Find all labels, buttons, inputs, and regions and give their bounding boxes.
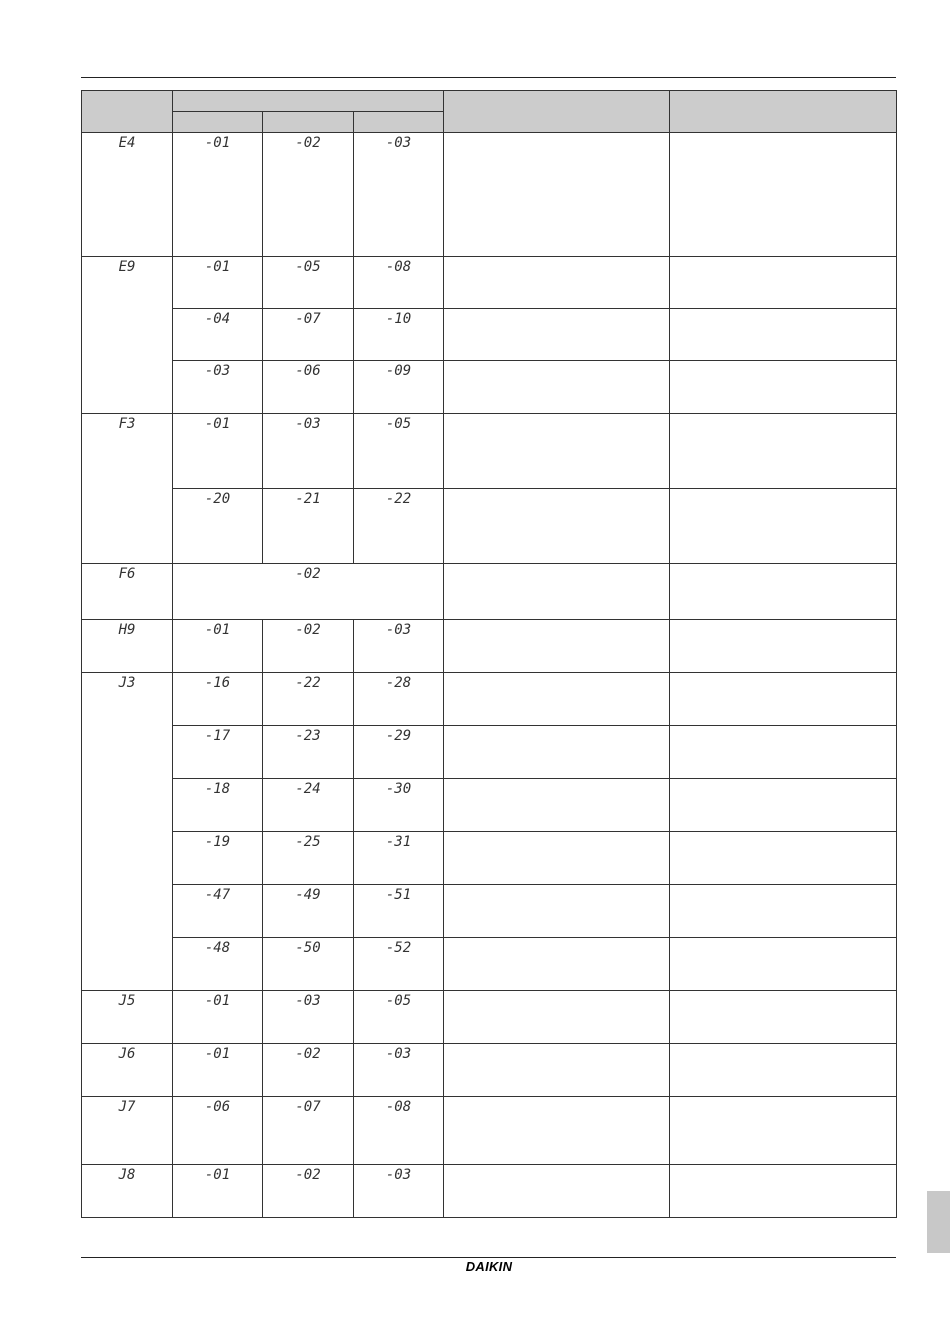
table-row — [82, 673, 897, 726]
sub-code: -25 — [263, 832, 354, 885]
description-cell — [444, 1097, 670, 1165]
sub-code: -05 — [354, 414, 444, 489]
main-code: J3 — [82, 673, 173, 991]
header-sub-code-col-1 — [173, 112, 263, 133]
sub-code: -19 — [173, 832, 263, 885]
sub-code: -24 — [263, 779, 354, 832]
solution-cell — [670, 885, 897, 938]
sub-code: -49 — [263, 885, 354, 938]
main-code: H9 — [82, 620, 173, 673]
footer-rule — [81, 1257, 896, 1258]
table-row — [82, 938, 897, 991]
sub-code: -21 — [263, 489, 354, 564]
sub-code: -17 — [173, 726, 263, 779]
header-description — [444, 91, 670, 133]
sub-code: -01 — [173, 133, 263, 257]
description-cell — [444, 361, 670, 414]
description-cell — [444, 726, 670, 779]
sub-code: -50 — [263, 938, 354, 991]
sub-code: -08 — [354, 1097, 444, 1165]
main-code: J8 — [82, 1165, 173, 1218]
main-code: F3 — [82, 414, 173, 564]
sub-code: -03 — [354, 620, 444, 673]
sub-code: -05 — [354, 991, 444, 1044]
description-cell — [444, 673, 670, 726]
sub-code: -03 — [263, 991, 354, 1044]
table-row — [82, 779, 897, 832]
sub-code: -29 — [354, 726, 444, 779]
sub-code: -03 — [354, 1165, 444, 1218]
sub-code: -02 — [173, 564, 444, 620]
sub-code: -02 — [263, 133, 354, 257]
sub-code: -05 — [263, 257, 354, 309]
sub-code: -03 — [173, 361, 263, 414]
daikin-logo: DAIKIN — [465, 1259, 513, 1274]
solution-cell — [670, 938, 897, 991]
solution-cell — [670, 133, 897, 257]
solution-cell — [670, 309, 897, 361]
sub-code: -09 — [354, 361, 444, 414]
table-row — [82, 564, 897, 620]
description-cell — [444, 309, 670, 361]
table-row — [82, 832, 897, 885]
table-row — [82, 489, 897, 564]
header-sub-code — [173, 91, 444, 112]
description-cell — [444, 938, 670, 991]
table-row — [82, 991, 897, 1044]
sub-code: -01 — [173, 414, 263, 489]
table-row — [82, 1165, 897, 1218]
description-cell — [444, 779, 670, 832]
sub-code: -06 — [263, 361, 354, 414]
sub-code: -48 — [173, 938, 263, 991]
table-row — [82, 361, 897, 414]
sub-code: -03 — [263, 414, 354, 489]
header-solution — [670, 91, 897, 133]
sub-code: -01 — [173, 1165, 263, 1218]
sub-code: -02 — [263, 1165, 354, 1218]
solution-cell — [670, 1165, 897, 1218]
sub-code: -10 — [354, 309, 444, 361]
header-rule — [81, 77, 896, 78]
sub-code: -06 — [173, 1097, 263, 1165]
solution-cell — [670, 414, 897, 489]
sub-code: -30 — [354, 779, 444, 832]
solution-cell — [670, 489, 897, 564]
sub-code: -51 — [354, 885, 444, 938]
table-row — [82, 726, 897, 779]
header-sub-code-col-3 — [354, 112, 444, 133]
solution-cell — [670, 361, 897, 414]
error-code-table — [81, 90, 897, 1218]
chapter-side-tab — [927, 1191, 950, 1253]
description-cell — [444, 257, 670, 309]
sub-code: -01 — [173, 991, 263, 1044]
solution-cell — [670, 673, 897, 726]
table-row — [82, 620, 897, 673]
sub-code: -03 — [354, 1044, 444, 1097]
sub-code: -01 — [173, 257, 263, 309]
table-row — [82, 885, 897, 938]
solution-cell — [670, 564, 897, 620]
main-code: E9 — [82, 257, 173, 414]
sub-code: -04 — [173, 309, 263, 361]
sub-code: -31 — [354, 832, 444, 885]
description-cell — [444, 885, 670, 938]
sub-code: -01 — [173, 1044, 263, 1097]
header-sub-code-col-2 — [263, 112, 354, 133]
sub-code: -16 — [173, 673, 263, 726]
sub-code: -07 — [263, 309, 354, 361]
sub-code: -08 — [354, 257, 444, 309]
main-code: J6 — [82, 1044, 173, 1097]
description-cell — [444, 414, 670, 489]
main-code: J7 — [82, 1097, 173, 1165]
sub-code: -02 — [263, 1044, 354, 1097]
table-row — [82, 309, 897, 361]
sub-code: -20 — [173, 489, 263, 564]
description-cell — [444, 564, 670, 620]
description-cell — [444, 489, 670, 564]
description-cell — [444, 1044, 670, 1097]
main-code: F6 — [82, 564, 173, 620]
solution-cell — [670, 257, 897, 309]
description-cell — [444, 832, 670, 885]
sub-code: -52 — [354, 938, 444, 991]
solution-cell — [670, 726, 897, 779]
sub-code: -47 — [173, 885, 263, 938]
table-row — [82, 1097, 897, 1165]
description-cell — [444, 620, 670, 673]
sub-code: -18 — [173, 779, 263, 832]
table-row — [82, 257, 897, 309]
solution-cell — [670, 620, 897, 673]
header-main-code — [82, 91, 173, 133]
solution-cell — [670, 1097, 897, 1165]
table-row — [82, 414, 897, 489]
description-cell — [444, 991, 670, 1044]
sub-code: -22 — [354, 489, 444, 564]
main-code: E4 — [82, 133, 173, 257]
sub-code: -07 — [263, 1097, 354, 1165]
table-row — [82, 1044, 897, 1097]
solution-cell — [670, 832, 897, 885]
sub-code: -02 — [263, 620, 354, 673]
sub-code: -01 — [173, 620, 263, 673]
table-row — [82, 133, 897, 257]
description-cell — [444, 1165, 670, 1218]
solution-cell — [670, 779, 897, 832]
solution-cell — [670, 991, 897, 1044]
sub-code: -03 — [354, 133, 444, 257]
solution-cell — [670, 1044, 897, 1097]
description-cell — [444, 133, 670, 257]
main-code: J5 — [82, 991, 173, 1044]
sub-code: -22 — [263, 673, 354, 726]
sub-code: -23 — [263, 726, 354, 779]
sub-code: -28 — [354, 673, 444, 726]
